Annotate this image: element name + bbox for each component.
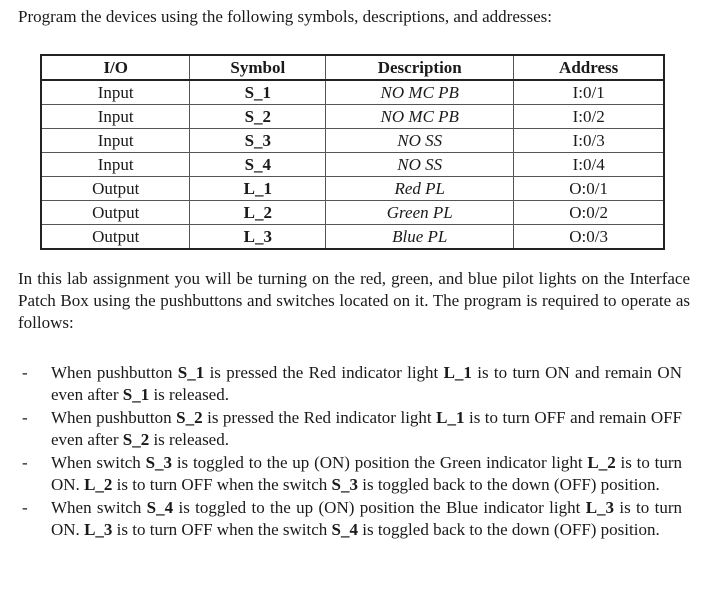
symbol-ref: S_1 xyxy=(122,385,150,404)
cell-address: I:0/3 xyxy=(514,129,664,153)
cell-io: Output xyxy=(41,225,190,250)
cell-symbol: L_2 xyxy=(190,201,326,225)
table-header-row xyxy=(41,55,664,80)
cell-io: Input xyxy=(41,105,190,129)
symbol-ref: S_1 xyxy=(177,363,205,382)
symbol-ref: S_2 xyxy=(122,430,150,449)
table-row xyxy=(41,201,664,225)
symbol-ref: S_4 xyxy=(331,520,358,539)
header-description: Description xyxy=(326,55,514,80)
bullet-dash: - xyxy=(22,498,28,517)
table-row xyxy=(41,225,664,250)
bullet-dash: - xyxy=(22,363,28,382)
header-io: I/O xyxy=(41,55,190,80)
cell-symbol: S_1 xyxy=(190,80,326,105)
symbol-ref: S_3 xyxy=(331,475,358,494)
cell-symbol: S_4 xyxy=(190,153,326,177)
cell-io: Input xyxy=(41,153,190,177)
cell-symbol: S_3 xyxy=(190,129,326,153)
cell-description: Blue PL xyxy=(326,225,514,250)
symbol-ref: L_1 xyxy=(436,408,465,427)
cell-address: O:0/1 xyxy=(514,177,664,201)
symbol-ref: L_1 xyxy=(443,363,472,382)
list-item: - When switch S_4 is toggled to the up (ON) position the Blue indicator light L_3 is to turn ON. L_3 is to turn OFF when the switch S_4 is toggled back to the down (OFF) position. xyxy=(22,498,683,539)
cell-address: I:0/1 xyxy=(514,80,664,105)
cell-description: NO SS xyxy=(326,153,514,177)
cell-address: I:0/4 xyxy=(514,153,664,177)
cell-description: NO MC PB xyxy=(326,105,514,129)
list-item: - When switch S_3 is toggled to the up (ON) position the Green indicator light L_2 is to turn ON. L_2 is to turn OFF when the switch S_3 is toggled back to the down (OFF) position. xyxy=(22,453,683,494)
table-row xyxy=(41,105,664,129)
table-row xyxy=(41,80,664,105)
cell-io: Output xyxy=(41,177,190,201)
list-item: - When pushbutton S_1 is pressed the Red indicator light L_1 is to turn ON and remain ON even after S_1 is released. xyxy=(22,363,682,404)
symbol-ref: L_3 xyxy=(84,520,113,539)
cell-description: Green PL xyxy=(326,201,514,225)
cell-address: I:0/2 xyxy=(514,105,664,129)
symbol-ref: S_3 xyxy=(145,453,173,472)
list-item: - When pushbutton S_2 is pressed the Red indicator light L_1 is to turn OFF and remain OFF even after S_2 is released. xyxy=(22,408,682,449)
table-row xyxy=(41,177,664,201)
cell-description: NO SS xyxy=(326,129,514,153)
cell-symbol: S_2 xyxy=(190,105,326,129)
io-address-table xyxy=(40,54,665,250)
symbol-ref: L_3 xyxy=(585,498,615,517)
symbol-ref: L_2 xyxy=(84,475,113,494)
symbol-ref: L_2 xyxy=(587,453,616,472)
cell-description: NO MC PB xyxy=(326,80,514,105)
requirements-list xyxy=(18,362,682,542)
cell-io: Output xyxy=(41,201,190,225)
assignment-paragraph: In this lab assignment you will be turning on the red, green, and blue pilot lights on the Interface Patch Box using the pushbuttons and switches located on it. The program is required to operate as follows: xyxy=(18,269,690,332)
cell-address: O:0/2 xyxy=(514,201,664,225)
bullet-dash: - xyxy=(22,453,28,472)
header-address: Address xyxy=(514,55,664,80)
table-row xyxy=(41,153,664,177)
symbol-ref: S_2 xyxy=(176,408,203,427)
symbol-ref: S_4 xyxy=(146,498,174,517)
table-row xyxy=(41,129,664,153)
cell-io: Input xyxy=(41,129,190,153)
header-symbol: Symbol xyxy=(190,55,326,80)
bullet-dash: - xyxy=(22,408,28,427)
cell-address: O:0/3 xyxy=(514,225,664,250)
cell-io: Input xyxy=(41,80,190,105)
intro-text: Program the devices using the following symbols, descriptions, and addresses: xyxy=(18,7,552,26)
cell-symbol: L_1 xyxy=(190,177,326,201)
cell-description: Red PL xyxy=(326,177,514,201)
cell-symbol: L_3 xyxy=(190,225,326,250)
